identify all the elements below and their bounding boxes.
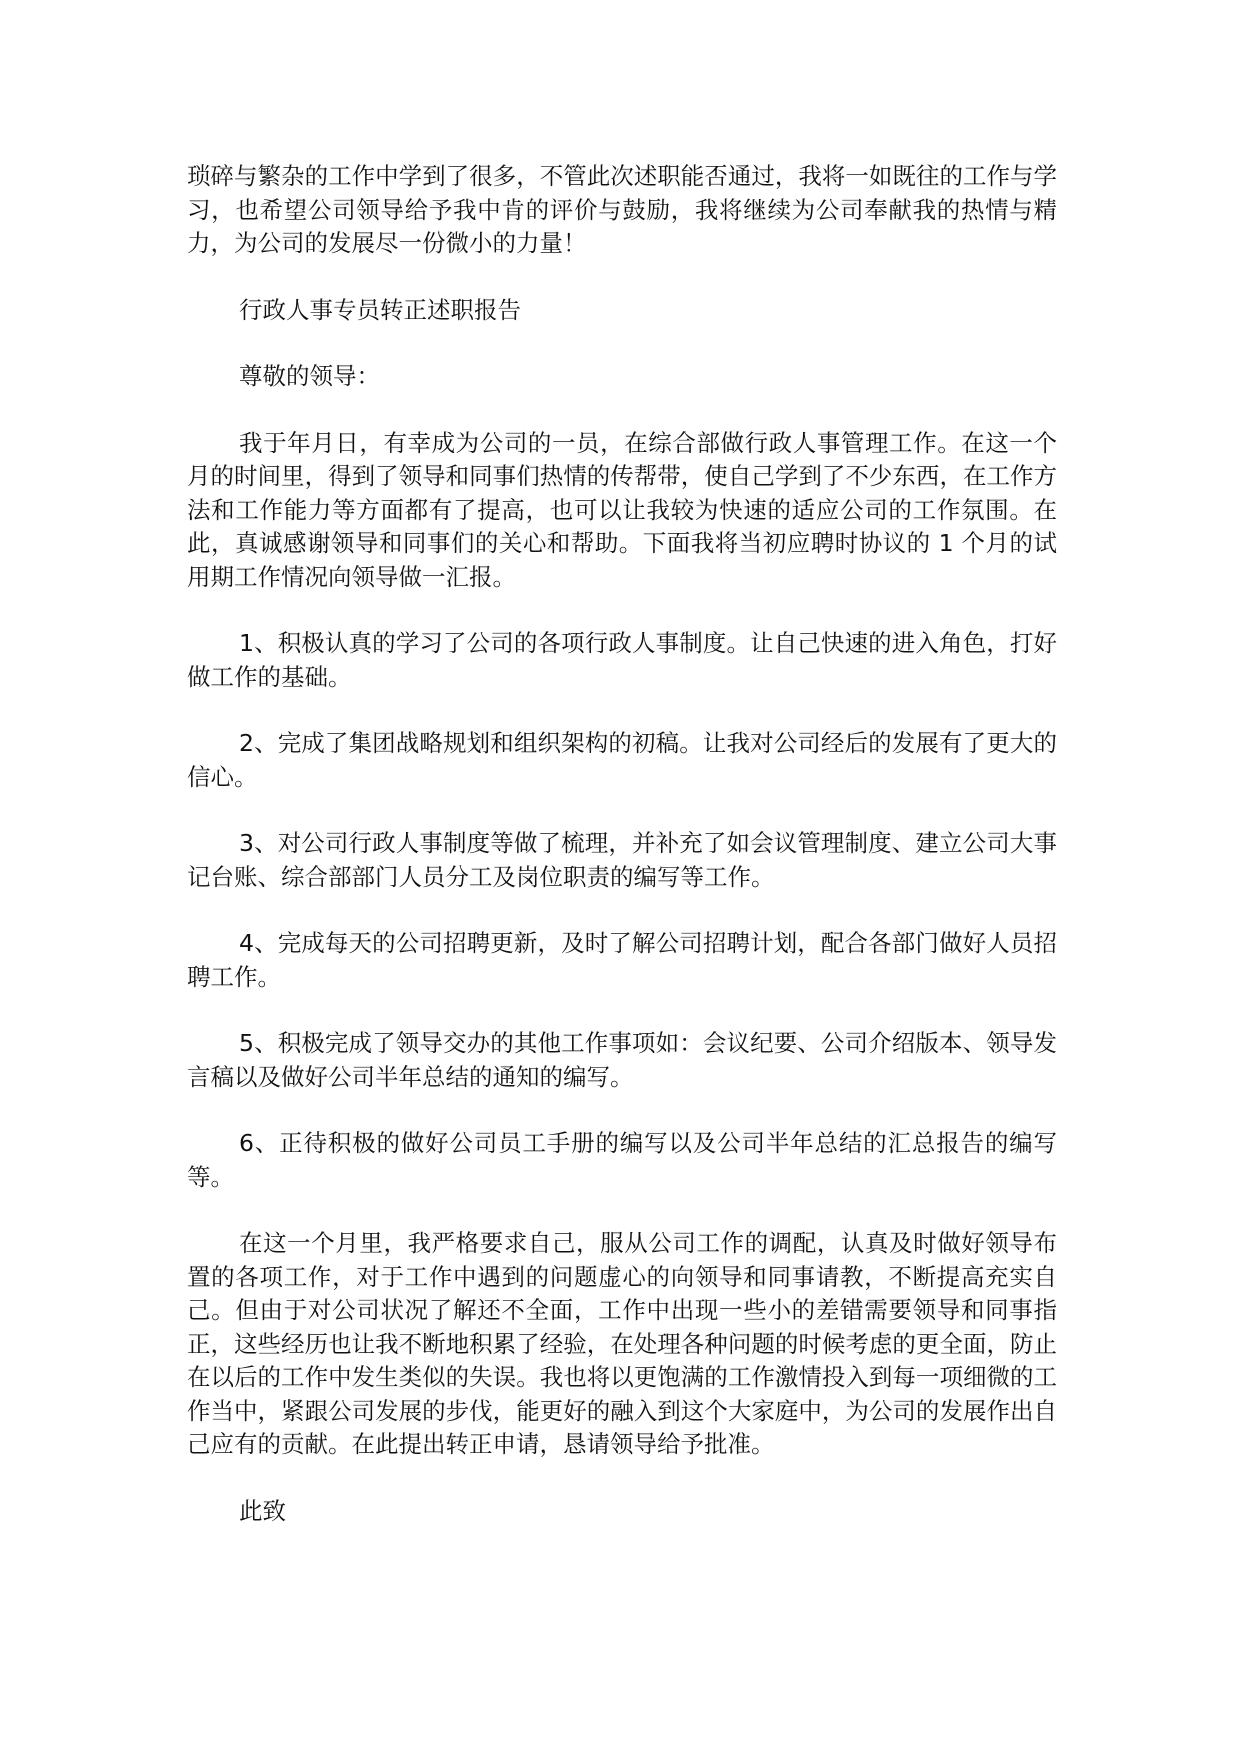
paragraph-continuation: 琐碎与繁杂的工作中学到了很多，不管此次述职能否通过，我将一如既往的工作与学习，也希望公司领导给予我中肯的评价与鼓励，我将继续为公司奉献我的热情与精力，为公司的发展尽一份微小的力量！ (187, 162, 1057, 257)
list-item-2: 2、完成了集团战略规划和组织架构的初稿。让我对公司经后的发展有了更大的信心。 (187, 729, 1057, 791)
list-item-3: 3、对公司行政人事制度等做了梳理，并补充了如会议管理制度、建立公司大事记台账、综合部部门人员分工及岗位职责的编写等工作。 (187, 829, 1057, 891)
list-item-5: 5、积极完成了领导交办的其他工作事项如：会议纪要、公司介绍版本、领导发言稿以及做好公司半年总结的通知的编写。 (187, 1029, 1057, 1091)
list-item-1: 1、积极认真的学习了公司的各项行政人事制度。让自己快速的进入角色，打好做工作的基础。 (187, 629, 1057, 691)
salutation: 尊敬的领导： (239, 362, 380, 390)
list-item-4: 4、完成每天的公司招聘更新，及时了解公司招聘计划，配合各部门做好人员招聘工作。 (187, 929, 1057, 991)
document-body (187, 160, 1057, 1561)
list-item-6: 6、正待积极的做好公司员工手册的编写以及公司半年总结的汇总报告的编写等。 (187, 1129, 1057, 1191)
paragraph-intro: 我于年月日，有幸成为公司的一员，在综合部做行政人事管理工作。在这一个月的时间里，得到了领导和同事们热情的传帮带，使自己学到了不少东西，在工作方法和工作能力等方面都有了提高，也可以让我较为快速的适应公司的工作氛围。在此，真诚感谢领导和同事们的关心和帮助。下面我将当初应聘时协议的 1 个月的试用期工作情况向领导做一汇报。 (187, 428, 1057, 591)
paragraph-summary: 在这一个月里，我严格要求自己，服从公司工作的调配，认真及时做好领导布置的各项工作，对于工作中遇到的问题虚心的向领导和同事请教，不断提高充实自己。但由于对公司状况了解还不全面，工作中出现一些小的差错需要领导和同事指正，这些经历也让我不断地积累了经验，在处理各种问题的时候考虑的更全面，防止在以后的工作中发生类似的失误。我也将以更饱满的工作激情投入到每一项细微的工作当中，紧跟公司发展的步伐，能更好的融入到这个大家庭中，为公司的发展作出自己应有的贡献。在此提出转正申请，恳请领导给予批准。 (187, 1229, 1057, 1458)
report-title: 行政人事专员转正述职报告 (239, 295, 521, 324)
closing-phrase: 此致 (239, 1496, 286, 1525)
